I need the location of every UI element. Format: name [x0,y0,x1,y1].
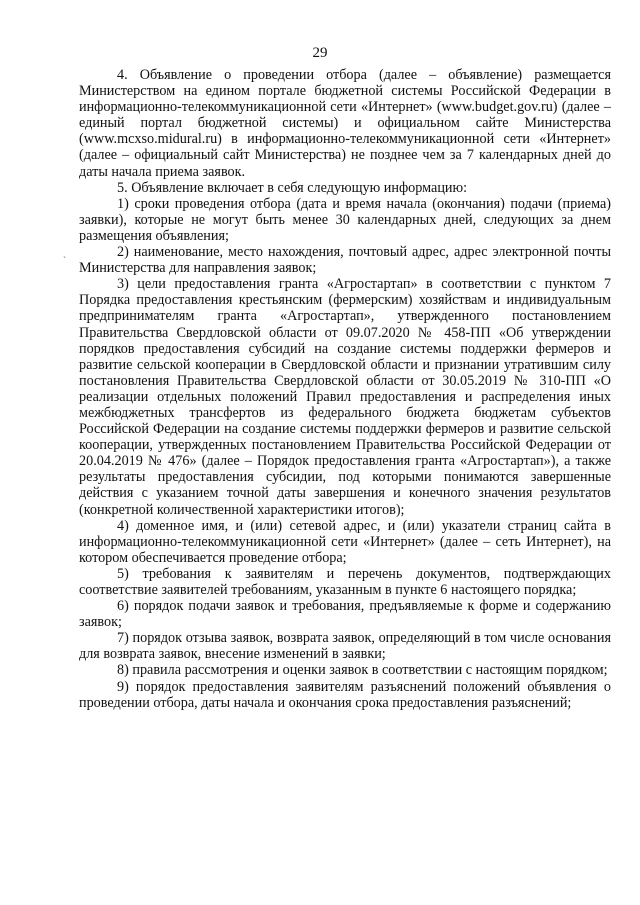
list-item-1-deadlines: 1) сроки проведения отбора (дата и время начала (окончания) подачи (приема) заявки), которые не могут быть менее 30 календарных дней, следующих за днем размещения объявления; [79,195,611,244]
paragraph-5-contents: 5. Объявление включает в себя следующую информацию: [117,179,468,196]
list-item-4-domain: 4) доменное имя, и (или) сетевой адрес, и (или) указатели страниц сайта в информационно-телекоммуникационной сети «Интернет» (далее – сеть Интернет), на котором обеспечивается проведение отбора; [79,517,611,566]
list-item-9-clarifications: 9) порядок предоставления заявителям разъяснений положений объявления о проведении отбора, даты начала и окончания срока предоставления разъяснений; [79,678,611,711]
paragraph-4-announcement: 4. Объявление о проведении отбора (далее – объявление) размещается Министерством на едином портале бюджетной системы Российской Федерации в информационно-телекоммуникационной сети «Интернет» (www.budget.gov.ru) (далее – единый портал бюджетной системы) и официальном сайте Министерства (www.mcxso.midural.ru) в информационно-телекоммуникационной сети «Интернет» (далее – официальный сайт Министерства) не позднее чем за 7 календарных дней до даты начала приема заявок. [79,67,611,180]
list-item-8-review-rules: 8) правила рассмотрения и оценки заявок в соответствии с настоящим порядком; [117,662,608,679]
list-item-5-requirements: 5) требования к заявителям и перечень документов, подтверждающих соответствие заявителей требованиям, указанным в пункте 6 настоящего порядка; [79,565,611,598]
page-number: 29 [312,45,328,61]
list-item-2-address: 2) наименование, место нахождения, почтовый адрес, адрес электронной почты Министерства для направления заявок; [79,244,611,277]
list-item-6-submission: 6) порядок подачи заявок и требования, предъявляемые к форме и содержанию заявок; [79,598,611,631]
margin-mark: ` [63,255,66,265]
document-body [79,67,611,711]
list-item-3-grant-goals: 3) цели предоставления гранта «Агростартап» в соответствии с пунктом 7 Порядка предоставления крестьянским (фермерским) хозяйствам и индивидуальным предпринимателям гранта «Агростартап», утвержденного постановлением Правительства Свердловской области от 09.07.2020 № 458-ПП «Об утверждении порядков предоставления субсидий на создание системы поддержки фермеров и развитие сельской кооперации в Свердловской области и признании утратившим силу постановления Правительства Свердловской области от 30.05.2019 № 310-ПП «О реализации отдельных положений Правил предоставления и распределения иных межбюджетных трансфертов из федерального бюджета бюджетам субъектов Российской Федерации на создание системы поддержки фермеров и развитие сельской кооперации, утвержденных постановлением Правительства Российской Федерации от 20.04.2019 № 476» (далее – Порядок предоставления гранта «Агростартап»), а также результаты предоставления субсидии, под которыми понимаются завершенные действия с указанием точной даты завершения и конечного значения результатов (конкретной количественной характеристики итогов); [79,276,611,518]
list-item-7-withdrawal: 7) порядок отзыва заявок, возврата заявок, определяющий в том числе основания для возврата заявок, внесение изменений в заявки; [79,630,611,663]
